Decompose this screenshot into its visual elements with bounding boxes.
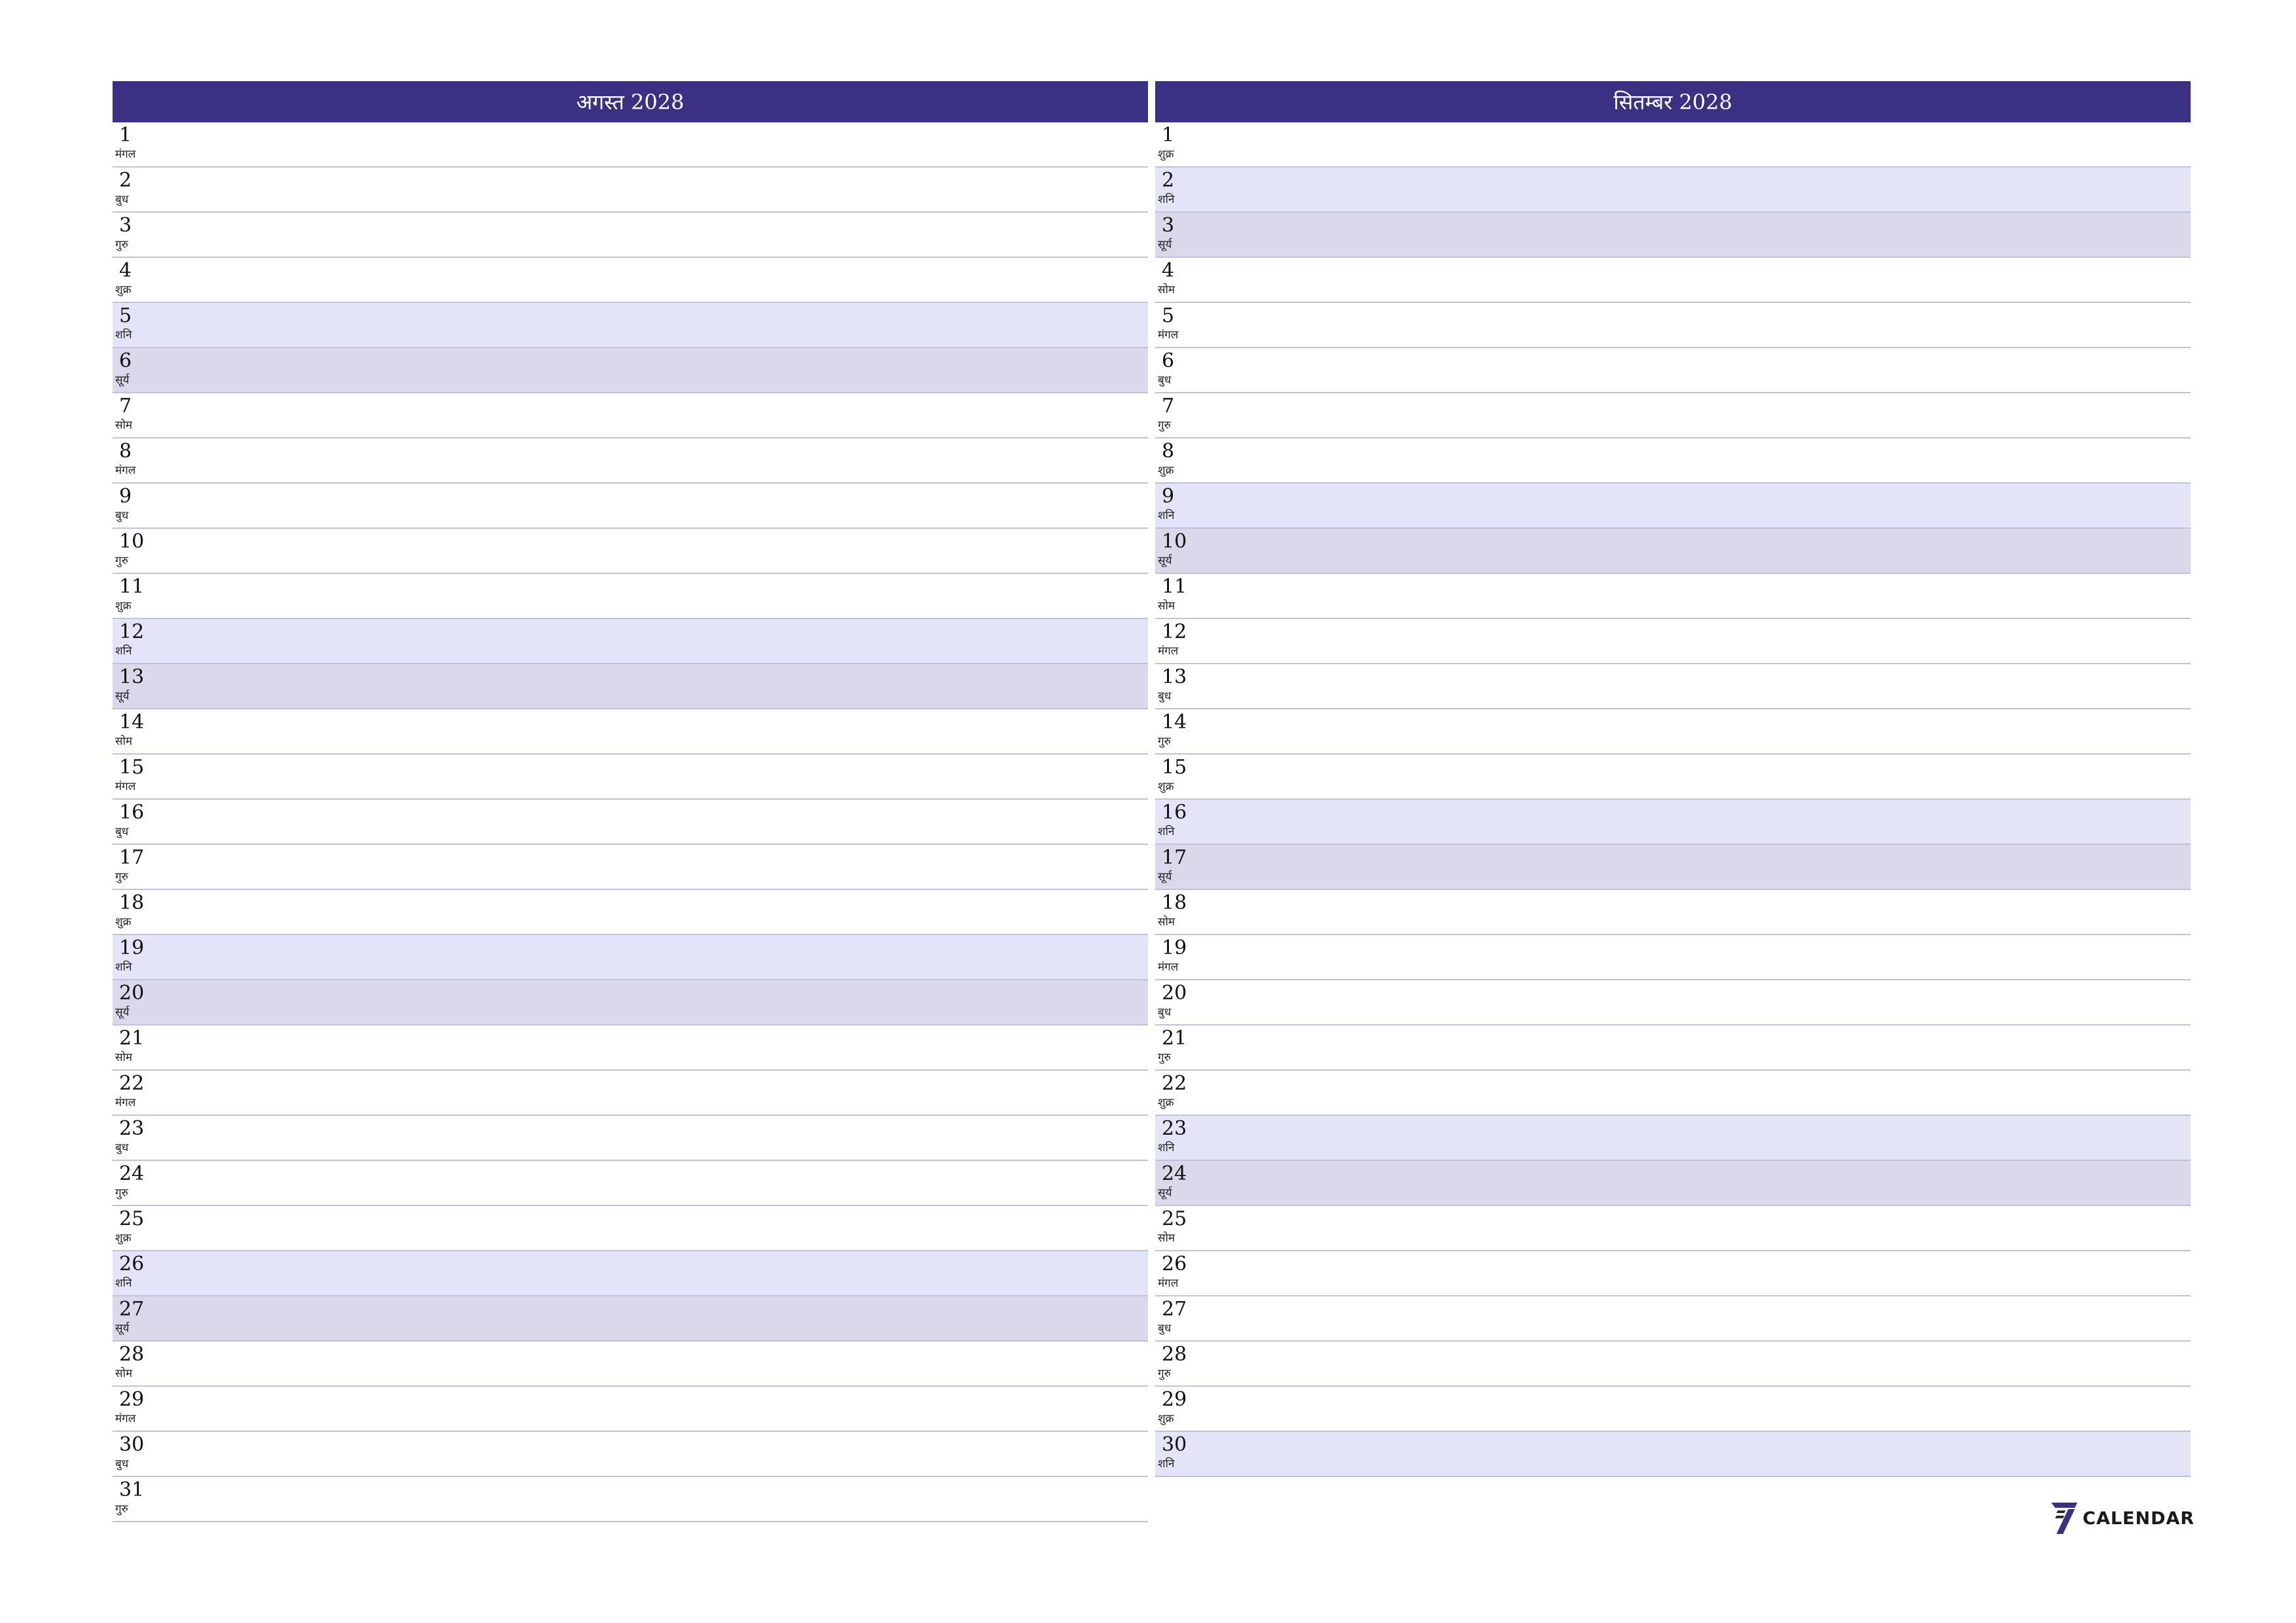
weekday-label: शुक्र xyxy=(1158,1412,1174,1425)
day-number: 4 xyxy=(1162,259,1175,282)
day-row xyxy=(1155,1342,2191,1387)
day-row xyxy=(1155,1296,2191,1342)
day-number: 26 xyxy=(119,1253,145,1275)
day-number: 29 xyxy=(1162,1388,1187,1411)
day-number: 25 xyxy=(1162,1207,1187,1230)
day-row xyxy=(1155,890,2191,935)
day-number: 20 xyxy=(1162,982,1187,1005)
day-row xyxy=(113,122,1148,168)
weekday-label: शनि xyxy=(1158,193,1175,206)
day-number: 22 xyxy=(119,1072,145,1095)
day-row xyxy=(1155,1206,2191,1251)
weekday-label: शुक्र xyxy=(115,916,132,929)
day-number: 7 xyxy=(119,395,132,418)
day-number: 21 xyxy=(1162,1027,1187,1050)
weekday-label: शनि xyxy=(115,1277,132,1290)
weekday-label: गुरु xyxy=(1158,419,1171,432)
day-row xyxy=(1155,1116,2191,1161)
day-number: 15 xyxy=(119,756,145,779)
weekday-label: सोम xyxy=(1158,283,1175,296)
weekday-label: सोम xyxy=(115,1051,133,1064)
weekday-label: सोम xyxy=(115,1367,133,1380)
day-number: 16 xyxy=(1162,801,1187,824)
day-number: 12 xyxy=(1162,620,1187,643)
day-row xyxy=(1155,393,2191,438)
day-row xyxy=(113,1477,1148,1522)
day-number: 7 xyxy=(1162,395,1175,418)
day-number: 11 xyxy=(1162,575,1187,598)
day-row xyxy=(113,664,1148,709)
day-number: 15 xyxy=(1162,756,1187,779)
weekday-label: बुध xyxy=(1158,374,1172,387)
day-row xyxy=(1155,213,2191,258)
weekday-label: मंगल xyxy=(115,1412,136,1425)
day-row xyxy=(113,258,1148,303)
day-number: 14 xyxy=(1162,711,1187,734)
month-title: सितम्बर 2028 xyxy=(1155,81,2191,122)
day-row xyxy=(1155,1387,2191,1432)
weekday-label: शुक्र xyxy=(115,599,132,613)
day-number: 28 xyxy=(119,1343,145,1366)
day-number: 1 xyxy=(119,124,132,147)
day-number: 17 xyxy=(119,846,145,869)
day-row xyxy=(113,529,1148,574)
weekday-label: बुध xyxy=(115,1457,129,1471)
weekday-label: मंगल xyxy=(115,780,136,793)
day-number: 25 xyxy=(119,1207,145,1230)
weekday-label: गुरु xyxy=(1158,1367,1171,1380)
logo-text: CALENDAR xyxy=(2083,1508,2195,1529)
day-row xyxy=(1155,1161,2191,1206)
day-number: 23 xyxy=(1162,1117,1187,1140)
weekday-label: मंगल xyxy=(115,464,136,477)
day-row xyxy=(1155,845,2191,890)
day-row xyxy=(1155,168,2191,213)
day-row xyxy=(1155,1071,2191,1116)
weekday-label: गुरु xyxy=(115,870,128,883)
day-row xyxy=(113,980,1148,1026)
day-number: 10 xyxy=(119,530,145,553)
day-number: 23 xyxy=(119,1117,145,1140)
day-number: 8 xyxy=(1162,440,1175,463)
weekday-label: शनि xyxy=(115,329,132,342)
day-number: 26 xyxy=(1162,1253,1187,1275)
weekday-label: सूर्य xyxy=(1158,238,1172,251)
day-number: 24 xyxy=(1162,1162,1187,1185)
day-row xyxy=(1155,574,2191,619)
day-row xyxy=(1155,438,2191,484)
day-row xyxy=(1155,980,2191,1026)
weekday-label: मंगल xyxy=(1158,645,1179,658)
day-row xyxy=(113,1432,1148,1477)
day-row xyxy=(113,935,1148,980)
weekday-label: मंगल xyxy=(115,1096,136,1109)
weekday-label: मंगल xyxy=(1158,1277,1179,1290)
day-number: 3 xyxy=(1162,214,1175,237)
day-row xyxy=(113,393,1148,438)
day-row xyxy=(113,800,1148,845)
day-number: 27 xyxy=(119,1298,145,1321)
weekday-label: सोम xyxy=(115,735,133,748)
day-row xyxy=(113,890,1148,935)
day-row xyxy=(113,168,1148,213)
day-row xyxy=(113,709,1148,755)
day-row xyxy=(1155,755,2191,800)
day-number: 11 xyxy=(119,575,145,598)
weekday-label: सोम xyxy=(1158,916,1175,929)
weekday-label: शनि xyxy=(115,961,132,974)
weekday-label: सूर्य xyxy=(115,1006,130,1019)
month-august xyxy=(113,81,1148,1522)
weekday-label: बुध xyxy=(115,825,129,838)
day-number: 28 xyxy=(1162,1343,1187,1366)
day-row xyxy=(1155,1026,2191,1071)
day-number: 12 xyxy=(119,620,145,643)
weekday-label: गुरु xyxy=(115,1186,128,1200)
weekday-label: मंगल xyxy=(1158,961,1179,974)
day-number: 27 xyxy=(1162,1298,1187,1321)
weekday-label: सूर्य xyxy=(1158,870,1172,883)
day-row xyxy=(113,438,1148,484)
day-row xyxy=(1155,529,2191,574)
day-number: 13 xyxy=(119,666,145,688)
weekday-label: गुरु xyxy=(115,1503,128,1516)
day-row xyxy=(113,348,1148,393)
day-row xyxy=(113,1251,1148,1296)
day-number: 29 xyxy=(119,1388,145,1411)
day-number: 1 xyxy=(1162,124,1175,147)
day-row xyxy=(113,1026,1148,1071)
day-row xyxy=(113,845,1148,890)
weekday-label: बुध xyxy=(1158,1322,1172,1335)
day-row xyxy=(1155,664,2191,709)
day-row xyxy=(113,1296,1148,1342)
day-number: 31 xyxy=(119,1478,145,1501)
day-number: 2 xyxy=(119,169,132,192)
weekday-label: मंगल xyxy=(1158,329,1179,342)
day-number: 2 xyxy=(1162,169,1175,192)
weekday-label: बुध xyxy=(115,509,129,522)
day-row xyxy=(1155,484,2191,529)
day-row xyxy=(113,484,1148,529)
weekday-label: शुक्र xyxy=(115,1232,132,1245)
day-number: 24 xyxy=(119,1162,145,1185)
weekday-label: सूर्य xyxy=(115,374,130,387)
day-row xyxy=(113,1387,1148,1432)
month-september xyxy=(1155,81,2191,1477)
day-row xyxy=(113,574,1148,619)
day-number: 5 xyxy=(119,304,132,327)
seven-logo-icon xyxy=(2049,1501,2079,1535)
day-row xyxy=(1155,122,2191,168)
day-number: 6 xyxy=(119,349,132,372)
day-number: 17 xyxy=(1162,846,1187,869)
day-row xyxy=(113,213,1148,258)
day-row xyxy=(113,1116,1148,1161)
weekday-label: शनि xyxy=(1158,825,1175,838)
day-number: 6 xyxy=(1162,349,1175,372)
day-number: 30 xyxy=(1162,1433,1187,1456)
day-number: 22 xyxy=(1162,1072,1187,1095)
weekday-label: गुरु xyxy=(115,554,128,567)
weekday-label: शुक्र xyxy=(115,283,132,296)
day-row xyxy=(113,619,1148,664)
weekday-label: गुरु xyxy=(115,238,128,251)
day-row xyxy=(1155,619,2191,664)
day-row xyxy=(113,1071,1148,1116)
day-list xyxy=(113,122,1148,1522)
weekday-label: शनि xyxy=(1158,1457,1175,1471)
day-number: 4 xyxy=(119,259,132,282)
day-number: 21 xyxy=(119,1027,145,1050)
brand-logo xyxy=(2049,1501,2195,1535)
weekday-label: गुरु xyxy=(1158,735,1171,748)
day-row xyxy=(113,1206,1148,1251)
weekday-label: सोम xyxy=(1158,599,1175,613)
weekday-label: सूर्य xyxy=(115,1322,130,1335)
day-number: 18 xyxy=(119,891,145,914)
weekday-label: शुक्र xyxy=(1158,464,1174,477)
weekday-label: शुक्र xyxy=(1158,780,1174,793)
day-row xyxy=(113,1161,1148,1206)
day-list xyxy=(1155,122,2191,1477)
day-row xyxy=(1155,800,2191,845)
weekday-label: मंगल xyxy=(115,148,136,161)
day-row xyxy=(1155,348,2191,393)
day-number: 9 xyxy=(119,485,132,508)
day-number: 16 xyxy=(119,801,145,824)
day-row xyxy=(113,303,1148,348)
weekday-label: सूर्य xyxy=(1158,1186,1172,1200)
day-number: 14 xyxy=(119,711,145,734)
weekday-label: शनि xyxy=(115,645,132,658)
weekday-label: बुध xyxy=(115,1141,129,1154)
day-row xyxy=(113,755,1148,800)
day-number: 9 xyxy=(1162,485,1175,508)
weekday-label: बुध xyxy=(1158,690,1172,703)
day-row xyxy=(1155,303,2191,348)
day-number: 20 xyxy=(119,982,145,1005)
day-number: 10 xyxy=(1162,530,1187,553)
day-number: 30 xyxy=(119,1433,145,1456)
day-number: 19 xyxy=(119,936,145,959)
weekday-label: बुध xyxy=(115,193,129,206)
month-title: अगस्त 2028 xyxy=(113,81,1148,122)
day-number: 13 xyxy=(1162,666,1187,688)
day-row xyxy=(113,1342,1148,1387)
day-number: 5 xyxy=(1162,304,1175,327)
day-row xyxy=(1155,935,2191,980)
day-number: 8 xyxy=(119,440,132,463)
day-row xyxy=(1155,1432,2191,1477)
day-number: 18 xyxy=(1162,891,1187,914)
weekday-label: सूर्य xyxy=(115,690,130,703)
weekday-label: शनि xyxy=(1158,509,1175,522)
weekday-label: शुक्र xyxy=(1158,148,1174,161)
weekday-label: गुरु xyxy=(1158,1051,1171,1064)
weekday-label: शुक्र xyxy=(1158,1096,1174,1109)
day-number: 19 xyxy=(1162,936,1187,959)
day-number: 3 xyxy=(119,214,132,237)
weekday-label: शनि xyxy=(1158,1141,1175,1154)
day-row xyxy=(1155,258,2191,303)
weekday-label: बुध xyxy=(1158,1006,1172,1019)
weekday-label: सोम xyxy=(115,419,133,432)
weekday-label: सूर्य xyxy=(1158,554,1172,567)
day-row xyxy=(1155,709,2191,755)
weekday-label: सोम xyxy=(1158,1232,1175,1245)
day-row xyxy=(1155,1251,2191,1296)
